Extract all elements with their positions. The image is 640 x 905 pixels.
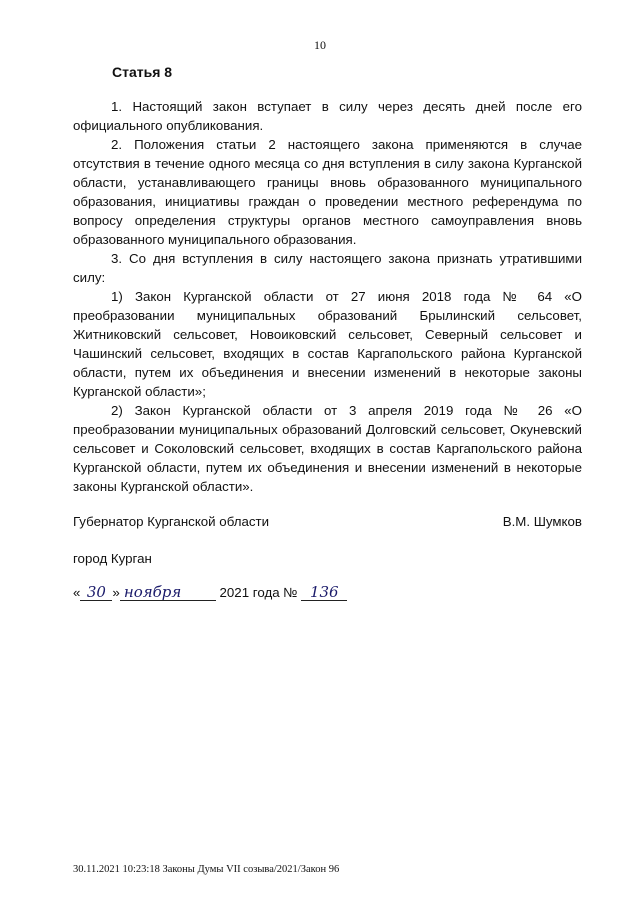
- signature-block: [73, 514, 582, 529]
- paragraph: 3. Со дня вступления в силу настоящего закона признать утратившими силу:: [73, 251, 582, 285]
- date-line: [73, 585, 347, 609]
- paragraph: 2. Положения статьи 2 настоящего закона применяются в случае отсутствия в течение одного месяца со дня вступления в силу закона Курганской области, устанавливающего границы вновь образованного муниципального образования, инициативы граждан о проведении местного референдума по вопросу определения структуры органов местного самоуправления вновь образованного муниципального образования.: [73, 137, 582, 247]
- footer-stamp: 30.11.2021 10:23:18 Законы Думы VII созыва/2021/Закон 96: [73, 864, 340, 875]
- open-quote: «: [73, 585, 81, 600]
- document-body: [73, 97, 582, 496]
- handwritten-law-number: 136: [301, 585, 347, 601]
- close-quote: »: [112, 585, 120, 600]
- signatory-name: В.М. Шумков: [502, 514, 582, 529]
- paragraph: 2) Закон Курганской области от 3 апреля 2019 года № 26 «О преобразовании муниципальных образований Долговский сельсовет, Окуневский сельсовет и Соколовский сельсовет, входящих в состав Каргапольского района Курганской области, путем их объединения и внесении изменений в некоторые законы Курганской области».: [73, 403, 582, 494]
- year-text: 2021 года №: [219, 585, 298, 600]
- page-number: 10: [314, 38, 326, 52]
- paragraph: 1) Закон Курганской области от 27 июня 2018 года № 64 «О преобразовании муниципальных образований Брылинский сельсовет, Житниковский сельсовет, Новоиковский сельсовет, Северный сельсовет и Чашинский сельсовет, входящих в состав Каргапольского района Курганской области, путем их объединения и внесении изменений в некоторые законы Курганской области»;: [73, 289, 582, 399]
- handwritten-month: ноября: [120, 585, 216, 601]
- signatory-position: Губернатор Курганской области: [73, 514, 270, 529]
- handwritten-day: 30: [80, 585, 112, 601]
- city-label: город Курган: [73, 551, 152, 566]
- paragraph: 1. Настоящий закон вступает в силу через десять дней после его официального опубликования.: [73, 99, 582, 133]
- article-title: Статья 8: [112, 64, 173, 80]
